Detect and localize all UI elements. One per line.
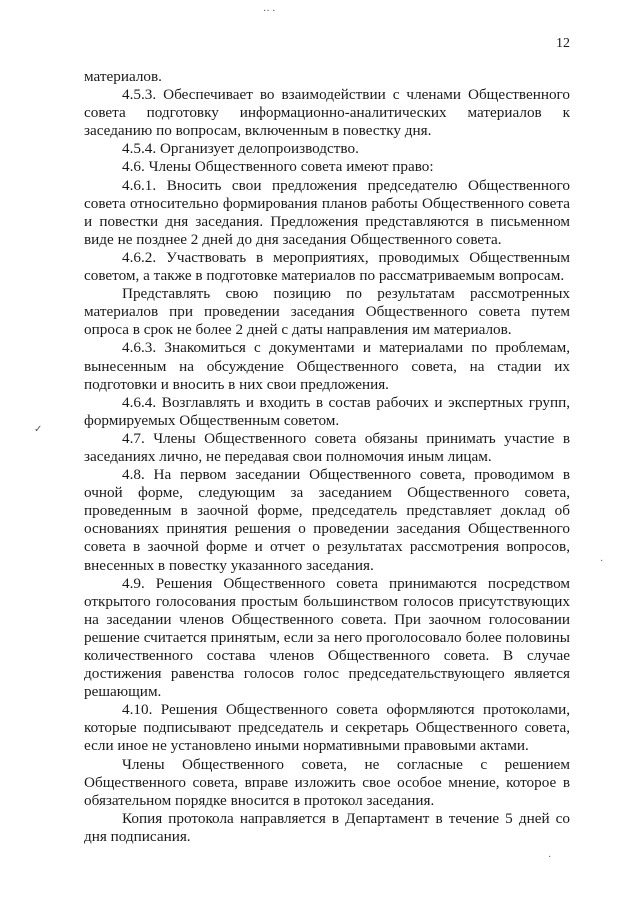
scan-mark: ·· ·	[263, 6, 276, 17]
page-number: 12	[556, 36, 570, 51]
scan-mark: ✓	[34, 424, 43, 435]
paragraph: 4.8. На первом заседании Общественного совета, проводимом в очной форме, следующим за заседанием Общественного совета, проведенным в заочной форме, председатель представляет доклад об основаниях принятия решения о проведении заседания Общественного совета в заочной форме и отчет о результатах рассмотрения вопросов, внесенных в повестку указанного заседания.	[84, 466, 570, 574]
paragraph: Представлять свою позицию по результатам рассмотренных материалов при проведении заседания Общественного совета путем опроса в срок не более 2 дней с даты направления им материалов.	[84, 285, 570, 339]
paragraph: Члены Общественного совета, не согласные с решением Общественного совета, вправе изложить свое особое мнение, которое в обязательном порядке вносится в протокол заседания.	[84, 755, 570, 809]
paragraph: 4.10. Решения Общественного совета оформляются протоколами, которые подписывают председатель и секретарь Общественного совета, если иное не установлено иными нормативными правовыми актами.	[84, 701, 570, 755]
paragraph: 4.6.3. Знакомиться с документами и материалами по проблемам, вынесенным на обсуждение Общественного совета, на стадии их подготовки и вносить в них свои предложения.	[84, 339, 570, 393]
paragraph: Копия протокола направляется в Департамент в течение 5 дней со дня подписания.	[84, 809, 570, 845]
paragraph: 4.6. Члены Общественного совета имеют право:	[122, 158, 434, 176]
paragraph: 4.7. Члены Общественного совета обязаны принимать участие в заседаниях лично, не передавая свои полномочия иным лицам.	[84, 429, 570, 465]
paragraph: 4.9. Решения Общественного совета принимаются посредством открытого голосования простым большинством голосов присутствующих на заседании членов Общественного совета. При заочном голосовании решение считается принятым, если за него проголосовало более половины количественного состава членов Общественного совета. В случае достижения равенства голосов голос председательствующего является решающим.	[84, 574, 570, 701]
scan-mark: ·	[548, 852, 552, 863]
paragraph: 4.5.4. Организует делопроизводство.	[122, 140, 359, 158]
paragraph: 4.5.3. Обеспечивает во взаимодействии с членами Общественного совета подготовку информационно-аналитических материалов к заседанию по вопросам, включенным в повестку дня.	[84, 86, 570, 140]
paragraph: материалов.	[84, 68, 162, 85]
paragraph: 4.6.2. Участвовать в мероприятиях, проводимых Общественным советом, а также в подготовке материалов по рассматриваемым вопросам.	[84, 248, 570, 285]
scan-mark: ·	[600, 556, 604, 567]
body-text	[84, 68, 570, 846]
paragraph: 4.6.1. Вносить свои предложения председателю Общественного совета относительно формирования планов работы Общественного совета и повестки дня заседания. Предложения представляются в письменном виде не позднее 2 дней до дня заседания Общественного совета.	[84, 176, 570, 248]
paragraph: 4.6.4. Возглавлять и входить в состав рабочих и экспертных групп, формируемых Общественным советом.	[84, 393, 570, 429]
